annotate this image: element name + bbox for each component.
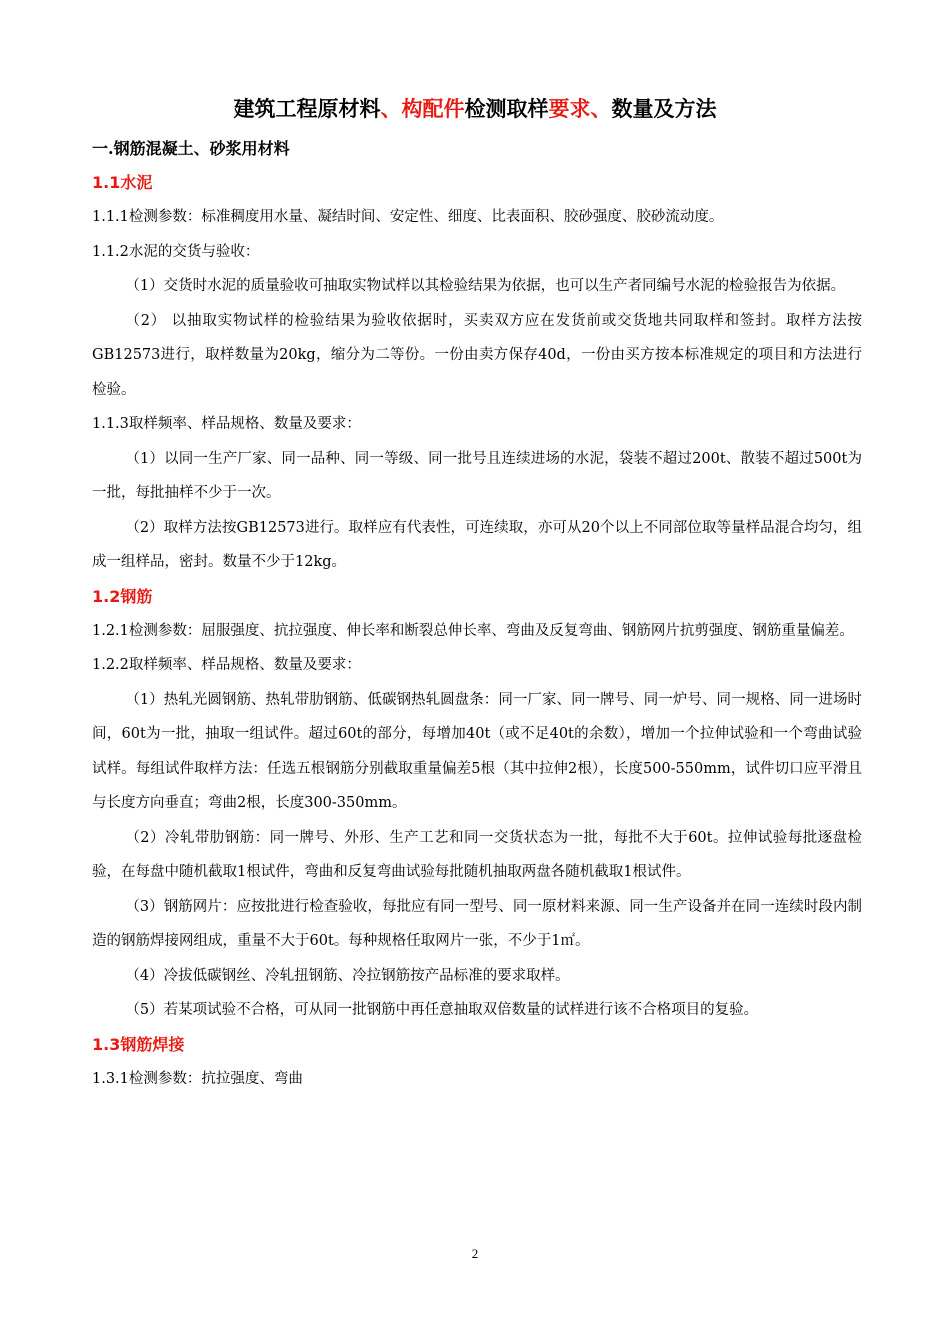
subsection-heading-rebar: 1.2钢筋 [92,586,153,606]
welding-test-parameters: 1.3.1检测参数：抗拉强度、弯曲 [92,1070,303,1087]
subsection-heading-cement: 1.1水泥 [92,173,153,192]
section-heading-materials: 一.钢筋混凝土、砂浆用材料 [92,139,290,158]
rebar-sampling-heading: 1.2.2取样频率、样品规格、数量及要求： [92,657,361,673]
rebar-test-parameters: 1.2.1检测参数：屈服强度、抗拉强度、伸长率和断裂总伸长率、弯曲及反复弯曲、钢筋网片抗剪强度、钢筋重量偏差。 [92,622,854,639]
document-title [0,94,950,124]
rebar-sampling-item-4: （4）冷拔低碳钢丝、冷轧扭钢筋、冷拉钢筋按产品标准的要求取样。 [125,967,570,984]
cement-sampling-item-1: （1）以同一生产厂家、同一品种、同一等级、同一批号且连续进场的水泥，袋装不超过200t、散装不超过500t为一批，每批抽样不少于一次。 [92,450,862,501]
rebar-sampling-item-3: （3）钢筋网片：应按批进行检查验收，每批应有同一型号、同一原材料来源、同一生产设备并在同一连续时段内制造的钢筋焊接网组成，重量不大于60t。每种规格任取网片一张，不少于1㎡。 [92,898,862,949]
title-part-4: 要求、 [548,97,612,121]
cement-delivery-heading: 1.1.2水泥的交货与验收： [92,243,260,260]
document-body [92,132,862,1096]
title-part-5: 数量及方法 [611,97,717,121]
cement-sampling-heading: 1.1.3取样频率、样品规格、数量及要求： [92,416,361,432]
page-number: 2 [471,1246,479,1261]
cement-test-parameters: 1.1.1检测参数：标准稠度用水量、凝结时间、安定性、细度、比表面积、胶砂强度、胶砂流动度。 [92,209,724,225]
title-part-1: 建筑工程原材料 [233,97,381,121]
rebar-sampling-item-5: （5）若某项试验不合格，可从同一批钢筋中再任意抽取双倍数量的试样进行该不合格项目的复验。 [125,1002,759,1018]
rebar-sampling-item-2: （2）冷轧带肋钢筋：同一牌号、外形、生产工艺和同一交货状态为一批，每批不大于60t。拉伸试验每批逐盘检验，在每盘中随机截取1根试件，弯曲和反复弯曲试验每批随机抽取两盘各随机截取1根试件。 [92,829,862,880]
cement-delivery-item-1: （1）交货时水泥的质量验收可抽取实物试样以其检验结果为依据，也可以生产者同编号水泥的检验报告为依据。 [125,278,846,294]
cement-delivery-item-2: （2） 以抽取实物试样的检验结果为验收依据时，买卖双方应在发货前或交货地共同取样和签封。取样方法按GB12573进行，取样数量为20kg，缩分为二等份。一份由卖方保存40d，一份由买方按本标准规定的项目和方法进行检验。 [92,312,862,398]
title-part-3: 检测取样 [464,97,549,121]
cement-sampling-item-2: （2）取样方法按GB12573进行。取样应有代表性，可连续取，亦可从20个以上不同部位取等量样品混合均匀，组成一组样品，密封。数量不少于12kg。 [92,519,862,570]
rebar-sampling-item-1: （1）热轧光圆钢筋、热轧带肋钢筋、低碳钢热轧圆盘条：同一厂家、同一牌号、同一炉号、同一规格、同一进场时间，60t为一批，抽取一组试件。超过60t的部分，每增加40t（或不足40t的余数），增加一个拉伸试验和一个弯曲试验试样。每组试件取样方法：任选五根钢筋分别截取重量偏差5根（其中拉伸2根），长度500-550mm，试件切口应平滑且与长度方向垂直；弯曲2根，长度300-350mm。 [92,691,862,811]
subsection-heading-welding: 1.3钢筋焊接 [92,1034,185,1054]
title-part-2: 、构配件 [380,97,465,121]
